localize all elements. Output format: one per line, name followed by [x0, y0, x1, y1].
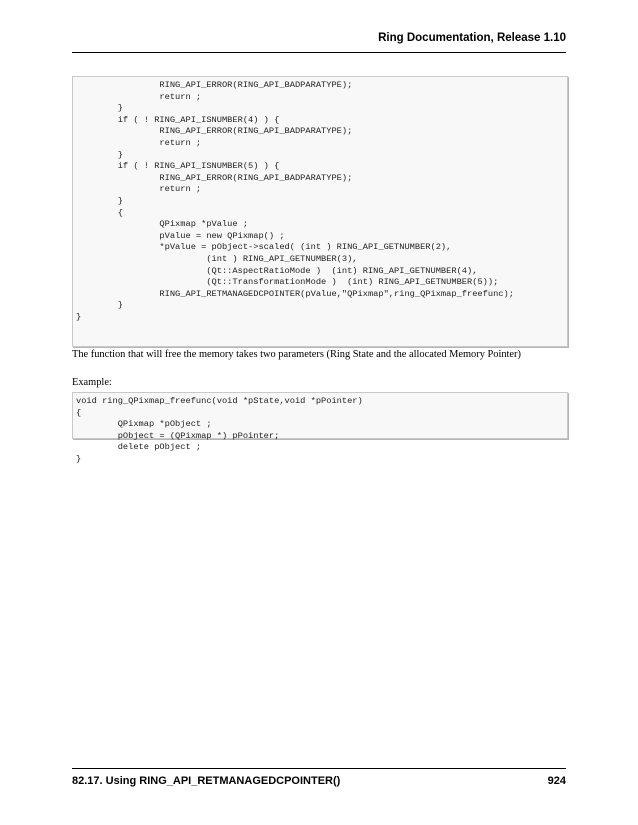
footer-divider — [72, 768, 566, 769]
running-header-title: Ring Documentation, Release 1.10 — [378, 32, 566, 44]
code-block-text: RING_API_ERROR(RING_API_BADPARATYPE); return ; } if ( ! RING_API_ISNUMBER(4) ) { RING_API_ERROR(RING_API_BADPARATYPE); return ; } if ( ! RING_API_ISNUMBER(5) ) { RING_API_ERROR(RING_API_BADPARATYPE); return ; } { QPixmap *pValue ; pValue = new QPixmap() ; *pValue = pObject->scaled( (int ) RING_API_GETNUMBER(2), (int ) RING_API_GETNUMBER(3), (Qt::AspectRatioMode ) (int) RING_API_GETNUMBER(4), (Qt::TransformationMode ) (int) RING_API_GETNUMBER(5)); RING_API_RETMANAGEDCPOINTER(pValue,"QPixmap",ring_QPixmap_freefunc); } } — [76, 80, 514, 322]
page-number: 924 — [547, 775, 566, 787]
footer-section-title: 82.17. Using RING_API_RETMANAGEDCPOINTER() — [72, 775, 341, 787]
example-label: Example: — [72, 377, 112, 388]
code-block-scaled-function — [72, 76, 568, 347]
code-block-freefunc — [72, 392, 568, 464]
code-block-text: void ring_QPixmap_freefunc(void *pState,void *pPointer) { QPixmap *pObject ; pObject = (QPixmap *) pPointer; delete pObject ; } — [76, 396, 363, 464]
header-divider — [72, 52, 566, 53]
description-paragraph: The function that will free the memory takes two parameters (Ring State and the allocated Memory Pointer) — [72, 349, 521, 360]
